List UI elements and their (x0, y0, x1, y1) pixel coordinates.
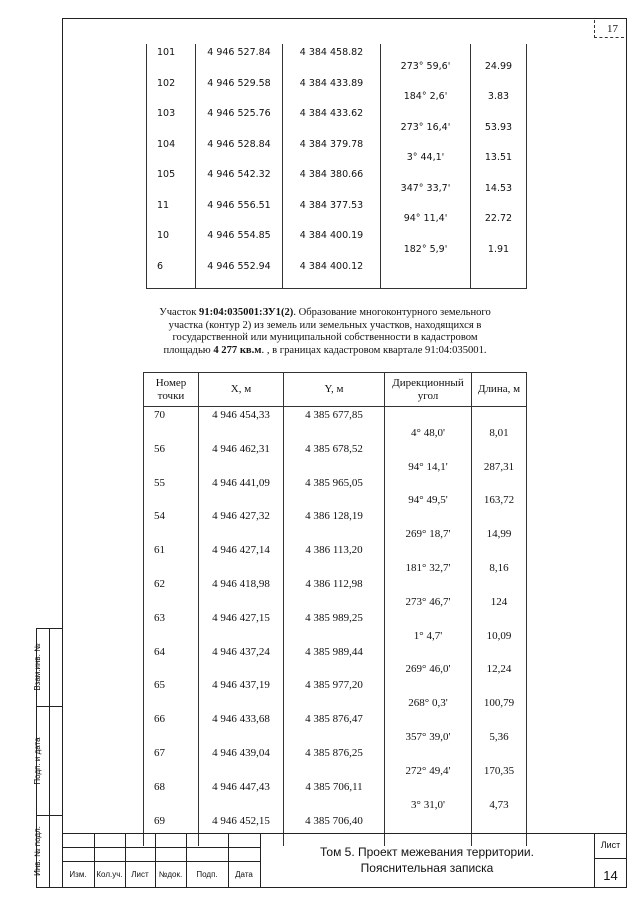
cell-direction-angle: 4° 48,0' (385, 427, 472, 461)
cell-x: 4 946 427,32 (199, 508, 284, 542)
cell-length: 3.83 (471, 91, 527, 122)
cell-x: 4 946 427,14 (199, 542, 284, 576)
cell-y: 4 384 433.62 (283, 105, 381, 136)
cell-point-number: 55 (144, 475, 199, 509)
cell-x: 4 946 447,43 (199, 779, 284, 813)
cell-y: 4 384 380.66 (283, 166, 381, 197)
cell-length: 4,73 (472, 799, 527, 833)
cell-y: 4 386 113,20 (284, 542, 385, 576)
cell-y: 4 385 706,40 (284, 813, 385, 847)
cell-x: 4 946 437,19 (199, 677, 284, 711)
cell-direction-angle: 3° 31,0' (385, 799, 472, 833)
cell-point-number: 6 (147, 258, 196, 289)
cell-direction-angle: 269° 46,0' (385, 663, 472, 697)
cell-point-number: 69 (144, 813, 199, 847)
sheet-label: Лист (600, 840, 621, 850)
cell-point-number: 63 (144, 610, 199, 644)
header-point-number: Номер точки (144, 373, 199, 407)
cell-x: 4 946 418,98 (199, 576, 284, 610)
cell-direction-angle (385, 393, 472, 427)
header-y: Y, м (284, 373, 385, 407)
cell-y: 4 385 965,05 (284, 475, 385, 509)
cell-y: 4 385 989,44 (284, 644, 385, 678)
cell-x: 4 946 527.84 (196, 44, 283, 75)
cell-length: 10,09 (472, 630, 527, 664)
cell-x: 4 946 552.94 (196, 258, 283, 289)
cell-direction-angle: 272° 49,4' (385, 765, 472, 799)
cell-direction-angle: 347° 33,7' (381, 183, 471, 214)
cell-x: 4 946 554.85 (196, 227, 283, 258)
cell-length: 22.72 (471, 213, 527, 244)
cell-y: 4 386 112,98 (284, 576, 385, 610)
cell-direction-angle: 273° 46,7' (385, 596, 472, 630)
cell-length: 14,99 (472, 528, 527, 562)
sheet-number: 14 (603, 868, 618, 883)
cell-point-number: 101 (147, 44, 196, 75)
cell-x: 4 946 556.51 (196, 197, 283, 228)
table-row (147, 258, 527, 289)
cell-y: 4 385 706,11 (284, 779, 385, 813)
side-stamp-line (36, 706, 62, 707)
cell-length: 100,79 (472, 697, 527, 731)
cell-direction-angle (381, 30, 471, 61)
cell-direction-angle: 94° 49,5' (385, 494, 472, 528)
cell-y: 4 385 876,47 (284, 711, 385, 745)
document-title-line1: Том 5. Проект межевания территории. (320, 845, 534, 859)
cell-length: 287,31 (472, 461, 527, 495)
cell-point-number: 11 (147, 197, 196, 228)
cell-y: 4 385 876,25 (284, 745, 385, 779)
cell-length (471, 30, 527, 61)
cell-length: 1.91 (471, 244, 527, 275)
cell-point-number: 102 (147, 75, 196, 106)
side-stamp-line (36, 628, 62, 629)
side-label-podp: Подп. и дата (33, 737, 42, 785)
page-number: 17 (594, 20, 624, 38)
cell-y: 4 384 433.89 (283, 75, 381, 106)
cell-x: 4 946 529.58 (196, 75, 283, 106)
cell-point-number: 67 (144, 745, 199, 779)
caption-prefix: Участок (159, 307, 200, 318)
document-title (262, 844, 592, 876)
side-label-vzam: Взам.инв. № (33, 643, 42, 691)
cell-point-number: 54 (144, 508, 199, 542)
cell-length: 170,35 (472, 765, 527, 799)
cell-point-number: 64 (144, 644, 199, 678)
coordinates-table-continued (146, 44, 527, 289)
stamp-data: Дата (235, 870, 253, 879)
header-x: X, м (199, 373, 284, 407)
header-direction-angle: Дирекционный угол (385, 373, 472, 407)
cell-y: 4 384 377.53 (283, 197, 381, 228)
cell-direction-angle: 182° 5,9' (381, 244, 471, 275)
cell-point-number: 65 (144, 677, 199, 711)
cell-direction-angle: 184° 2,6' (381, 91, 471, 122)
cell-direction-angle: 181° 32,7' (385, 562, 472, 596)
cell-x: 4 946 439,04 (199, 745, 284, 779)
cell-direction-angle: 268° 0,3' (385, 697, 472, 731)
cell-x: 4 946 542.32 (196, 166, 283, 197)
document-title-line2: Пояснительная записка (360, 861, 494, 875)
cell-point-number: 61 (144, 542, 199, 576)
caption-area: 4 277 кв.м (213, 344, 262, 356)
cell-direction-angle: 273° 59,6' (381, 61, 471, 92)
cell-point-number: 10 (147, 227, 196, 258)
cell-point-number: 105 (147, 166, 196, 197)
cell-x: 4 946 525.76 (196, 105, 283, 136)
cell-y: 4 384 400.12 (283, 258, 381, 289)
cell-length: 5,36 (472, 731, 527, 765)
side-label-inv: Инв. № подл. (33, 826, 42, 876)
cell-length (472, 393, 527, 427)
cell-x: 4 946 462,31 (199, 441, 284, 475)
cell-length: 13.51 (471, 152, 527, 183)
cell-x: 4 946 437,24 (199, 644, 284, 678)
cell-direction-angle: 357° 39,0' (385, 731, 472, 765)
cell-x: 4 946 433,68 (199, 711, 284, 745)
cell-length: 163,72 (472, 494, 527, 528)
cell-x: 4 946 528.84 (196, 136, 283, 167)
cell-x: 4 946 427,15 (199, 610, 284, 644)
cell-direction-angle: 94° 14,1' (385, 461, 472, 495)
cell-y: 4 385 677,85 (284, 407, 385, 441)
caption-suffix: . , в границах кадастровом квартале 91:04:035001. (261, 344, 487, 356)
cell-x: 4 946 441,09 (199, 475, 284, 509)
cell-y: 4 385 989,25 (284, 610, 385, 644)
side-stamp-line (36, 887, 62, 888)
header-length: Длина, м (472, 373, 527, 407)
cell-length: 124 (472, 596, 527, 630)
cell-x: 4 946 452,15 (199, 813, 284, 847)
stamp-list: Лист (131, 870, 149, 879)
cell-point-number: 66 (144, 711, 199, 745)
cell-direction-angle: 94° 11,4' (381, 213, 471, 244)
cell-y: 4 384 400.19 (283, 227, 381, 258)
cell-point-number: 56 (144, 441, 199, 475)
stamp-podp: Подп. (196, 870, 218, 879)
stamp-kol: Кол.уч. (96, 870, 123, 879)
cell-y: 4 384 458.82 (283, 44, 381, 75)
cell-length: 53.93 (471, 122, 527, 153)
cell-point-number: 62 (144, 576, 199, 610)
cell-length: 12,24 (472, 663, 527, 697)
side-stamp-divider (49, 628, 50, 888)
cell-direction-angle: 269° 18,7' (385, 528, 472, 562)
cell-y: 4 385 977,20 (284, 677, 385, 711)
cell-y: 4 386 128,19 (284, 508, 385, 542)
cell-direction-angle: 3° 44,1' (381, 152, 471, 183)
cell-point-number: 104 (147, 136, 196, 167)
cell-length: 24.99 (471, 61, 527, 92)
stamp-izm: Изм. (69, 870, 87, 879)
cell-y: 4 384 379.78 (283, 136, 381, 167)
cell-length: 8,01 (472, 427, 527, 461)
cell-length: 14.53 (471, 183, 527, 214)
table-row (144, 813, 527, 847)
cell-point-number: 70 (144, 407, 199, 441)
coordinates-table (143, 372, 527, 846)
cell-x: 4 946 454,33 (199, 407, 284, 441)
cell-direction-angle: 1° 4,7' (385, 630, 472, 664)
parcel-caption (150, 307, 500, 357)
cell-point-number: 68 (144, 779, 199, 813)
caption-parcel-number: 91:04:035001:ЗУ1(2) (199, 307, 294, 318)
cell-point-number: 103 (147, 105, 196, 136)
stamp-ndok: №док. (158, 870, 183, 879)
cell-direction-angle: 273° 16,4' (381, 122, 471, 153)
cell-length: 8,16 (472, 562, 527, 596)
cell-y: 4 385 678,52 (284, 441, 385, 475)
caption-description: . Образование многоконтурного земельного участка (контур 2) из земель или земельных участков, находящихся в государственной или муниципальной собственности в кадастровом площадью (163, 307, 491, 356)
